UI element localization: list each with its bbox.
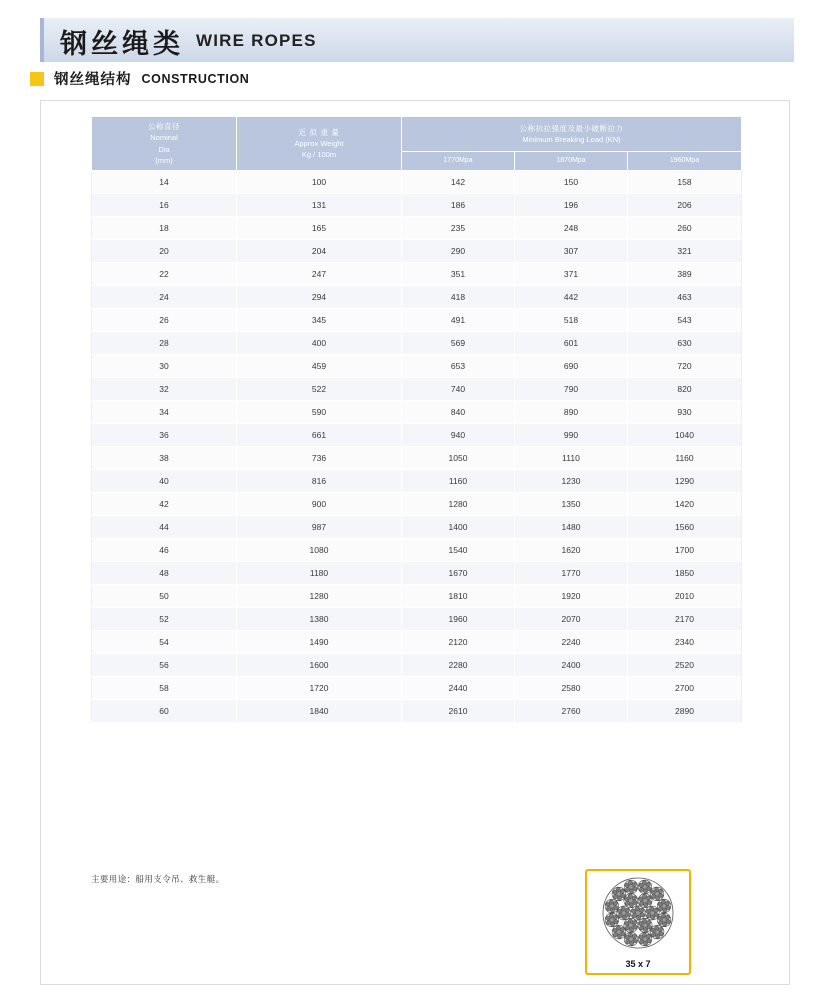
table-cell: 371 xyxy=(515,263,628,286)
section-subheading xyxy=(30,68,249,89)
table-row xyxy=(92,677,742,700)
usage-note: 主要用途：船用支令吊、救生艇。 xyxy=(91,875,225,885)
table-row xyxy=(92,470,742,493)
table-cell: 1540 xyxy=(402,539,515,562)
table-cell: 16 xyxy=(92,194,237,217)
table-cell: 260 xyxy=(628,217,742,240)
table-cell: 131 xyxy=(237,194,402,217)
page-title-en: WIRE ROPES xyxy=(196,31,317,50)
table-cell: 1420 xyxy=(628,493,742,516)
table-cell: 1850 xyxy=(628,562,742,585)
table-cell: 990 xyxy=(515,424,628,447)
table-cell: 690 xyxy=(515,355,628,378)
table-cell: 345 xyxy=(237,309,402,332)
table-row xyxy=(92,217,742,240)
table-cell: 36 xyxy=(92,424,237,447)
table-cell: 2700 xyxy=(628,677,742,700)
table-cell: 38 xyxy=(92,447,237,470)
table-cell: 1920 xyxy=(515,585,628,608)
table-cell: 56 xyxy=(92,654,237,677)
table-row xyxy=(92,424,742,447)
table-cell: 28 xyxy=(92,332,237,355)
table-cell: 2580 xyxy=(515,677,628,700)
table-cell: 1700 xyxy=(628,539,742,562)
table-cell: 840 xyxy=(402,401,515,424)
table-cell: 351 xyxy=(402,263,515,286)
table-cell: 720 xyxy=(628,355,742,378)
table-cell: 816 xyxy=(237,470,402,493)
table-cell: 543 xyxy=(628,309,742,332)
table-cell: 569 xyxy=(402,332,515,355)
table-cell: 100 xyxy=(237,171,402,194)
table-cell: 142 xyxy=(402,171,515,194)
table-cell: 661 xyxy=(237,424,402,447)
rope-cross-section-graphic xyxy=(587,873,689,953)
column-header-nominal-dia xyxy=(92,117,237,171)
table-cell: 1620 xyxy=(515,539,628,562)
table-cell: 1600 xyxy=(237,654,402,677)
table-cell: 820 xyxy=(628,378,742,401)
table-row xyxy=(92,194,742,217)
table-row xyxy=(92,608,742,631)
page-header xyxy=(60,20,800,62)
table-row xyxy=(92,585,742,608)
table-cell: 54 xyxy=(92,631,237,654)
table-header xyxy=(92,117,742,171)
table-row xyxy=(92,286,742,309)
table-cell: 1180 xyxy=(237,562,402,585)
table-cell: 1960 xyxy=(402,608,515,631)
table-cell: 2400 xyxy=(515,654,628,677)
table-row xyxy=(92,493,742,516)
column-header-1770mpa: 1770Mpa xyxy=(402,151,515,170)
table-row xyxy=(92,631,742,654)
table-cell: 235 xyxy=(402,217,515,240)
table-cell: 1040 xyxy=(628,424,742,447)
table-cell: 2890 xyxy=(628,700,742,723)
column-header-nominal-dia-en2: Dia xyxy=(158,144,170,154)
table-cell: 389 xyxy=(628,263,742,286)
table-cell: 1050 xyxy=(402,447,515,470)
table-row xyxy=(92,539,742,562)
table-cell: 165 xyxy=(237,217,402,240)
table-cell: 1490 xyxy=(237,631,402,654)
column-header-approx-weight-unit: Kg / 100m xyxy=(301,150,337,160)
table-cell: 1350 xyxy=(515,493,628,516)
table-cell: 158 xyxy=(628,171,742,194)
table-cell: 50 xyxy=(92,585,237,608)
table-row xyxy=(92,263,742,286)
table-cell: 740 xyxy=(402,378,515,401)
table-cell: 790 xyxy=(515,378,628,401)
table-cell: 2340 xyxy=(628,631,742,654)
table-row xyxy=(92,447,742,470)
rope-construction-label: 35 x 7 xyxy=(625,959,651,969)
table-cell: 204 xyxy=(237,240,402,263)
table-cell: 44 xyxy=(92,516,237,539)
table-cell: 247 xyxy=(237,263,402,286)
column-header-approx-weight-cn: 近 似 重 量 xyxy=(298,127,340,137)
table-cell: 1400 xyxy=(402,516,515,539)
table-cell: 1160 xyxy=(402,470,515,493)
table-cell: 1290 xyxy=(628,470,742,493)
table-cell: 930 xyxy=(628,401,742,424)
table-cell: 1770 xyxy=(515,562,628,585)
table-row xyxy=(92,309,742,332)
column-header-breaking-load-cn: 公称抗拉强度及最小破断拉力 xyxy=(519,123,624,133)
table-row xyxy=(92,240,742,263)
column-header-1870mpa: 1870Mpa xyxy=(515,151,628,170)
table-cell: 52 xyxy=(92,608,237,631)
column-header-approx-weight-en: Approx Weight xyxy=(294,138,344,148)
table-row xyxy=(92,171,742,194)
table-cell: 18 xyxy=(92,217,237,240)
table-cell: 1160 xyxy=(628,447,742,470)
table-cell: 1280 xyxy=(237,585,402,608)
table-cell: 630 xyxy=(628,332,742,355)
table-cell: 442 xyxy=(515,286,628,309)
column-header-approx-weight xyxy=(237,117,402,171)
table-row xyxy=(92,355,742,378)
table-cell: 58 xyxy=(92,677,237,700)
table-cell: 1670 xyxy=(402,562,515,585)
table-header-row-1 xyxy=(92,117,742,152)
subheading-label-cn: 钢丝绳结构 xyxy=(54,72,132,88)
rope-cross-section-diagram xyxy=(585,869,691,975)
table-cell: 2760 xyxy=(515,700,628,723)
table-cell: 30 xyxy=(92,355,237,378)
table-cell: 463 xyxy=(628,286,742,309)
table-cell: 48 xyxy=(92,562,237,585)
table-cell: 2170 xyxy=(628,608,742,631)
table-cell: 987 xyxy=(237,516,402,539)
table-cell: 42 xyxy=(92,493,237,516)
table-cell: 736 xyxy=(237,447,402,470)
table-cell: 46 xyxy=(92,539,237,562)
table-cell: 2010 xyxy=(628,585,742,608)
table-cell: 307 xyxy=(515,240,628,263)
column-header-breaking-load-en: Minimum Breaking Load (KN) xyxy=(522,134,621,144)
table-row xyxy=(92,654,742,677)
table-cell: 590 xyxy=(237,401,402,424)
table-cell: 1560 xyxy=(628,516,742,539)
table-cell: 491 xyxy=(402,309,515,332)
table-cell: 400 xyxy=(237,332,402,355)
table-cell: 40 xyxy=(92,470,237,493)
table-cell: 900 xyxy=(237,493,402,516)
table-cell: 1380 xyxy=(237,608,402,631)
table-cell: 1840 xyxy=(237,700,402,723)
table-cell: 459 xyxy=(237,355,402,378)
table-row xyxy=(92,516,742,539)
column-header-nominal-dia-en1: Nominal xyxy=(150,133,178,143)
table-cell: 186 xyxy=(402,194,515,217)
table-cell: 150 xyxy=(515,171,628,194)
table-cell: 1810 xyxy=(402,585,515,608)
spec-table-container xyxy=(91,116,741,723)
table-cell: 601 xyxy=(515,332,628,355)
table-body xyxy=(92,171,742,723)
table-cell: 290 xyxy=(402,240,515,263)
table-cell: 2120 xyxy=(402,631,515,654)
table-cell: 1230 xyxy=(515,470,628,493)
table-cell: 321 xyxy=(628,240,742,263)
table-cell: 32 xyxy=(92,378,237,401)
table-cell: 2520 xyxy=(628,654,742,677)
table-cell: 1720 xyxy=(237,677,402,700)
table-cell: 26 xyxy=(92,309,237,332)
table-cell: 653 xyxy=(402,355,515,378)
page-title-cn: 钢丝绳类 xyxy=(60,28,184,60)
table-row xyxy=(92,378,742,401)
subheading-label-en: CONSTRUCTION xyxy=(141,71,250,86)
table-row xyxy=(92,332,742,355)
table-cell: 418 xyxy=(402,286,515,309)
table-cell: 2070 xyxy=(515,608,628,631)
table-cell: 34 xyxy=(92,401,237,424)
column-header-1960mpa: 1960Mpa xyxy=(628,151,742,170)
table-cell: 1080 xyxy=(237,539,402,562)
content-frame xyxy=(40,100,790,985)
table-cell: 2280 xyxy=(402,654,515,677)
column-header-nominal-dia-cn: 公称直径 xyxy=(148,122,180,131)
square-marker-icon xyxy=(30,72,44,86)
table-row xyxy=(92,562,742,585)
table-cell: 248 xyxy=(515,217,628,240)
table-cell: 890 xyxy=(515,401,628,424)
table-cell: 2440 xyxy=(402,677,515,700)
table-row xyxy=(92,700,742,723)
table-cell: 1480 xyxy=(515,516,628,539)
specification-table xyxy=(91,116,742,723)
table-cell: 294 xyxy=(237,286,402,309)
table-cell: 20 xyxy=(92,240,237,263)
table-cell: 60 xyxy=(92,700,237,723)
table-cell: 24 xyxy=(92,286,237,309)
table-cell: 196 xyxy=(515,194,628,217)
table-cell: 518 xyxy=(515,309,628,332)
table-row xyxy=(92,401,742,424)
table-cell: 206 xyxy=(628,194,742,217)
column-header-nominal-dia-unit: (mm) xyxy=(155,155,173,165)
column-header-breaking-load xyxy=(402,117,742,152)
table-cell: 2610 xyxy=(402,700,515,723)
table-cell: 1280 xyxy=(402,493,515,516)
table-cell: 22 xyxy=(92,263,237,286)
table-cell: 940 xyxy=(402,424,515,447)
table-cell: 522 xyxy=(237,378,402,401)
table-cell: 2240 xyxy=(515,631,628,654)
table-cell: 1110 xyxy=(515,447,628,470)
table-cell: 14 xyxy=(92,171,237,194)
